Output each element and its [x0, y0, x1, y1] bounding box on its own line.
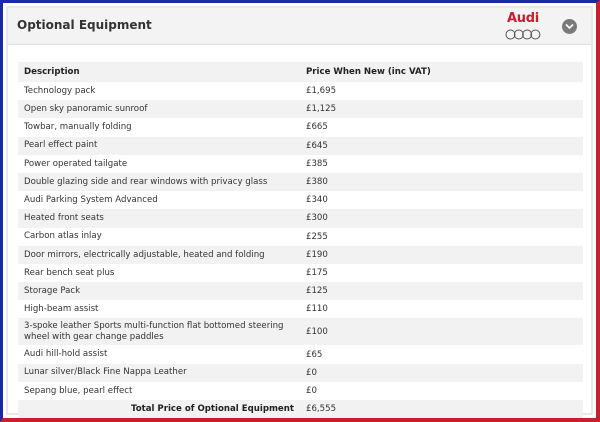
row-description: Audi hill-hold assist	[18, 345, 300, 363]
row-description: Double glazing side and rear windows with privacy glass	[18, 173, 300, 191]
row-description: Power operated tailgate	[18, 155, 300, 173]
table-row	[18, 173, 583, 191]
row-price: £300	[300, 209, 583, 227]
table-row	[18, 282, 583, 300]
row-description: Rear bench seat plus	[18, 264, 300, 282]
row-price: £65	[300, 345, 583, 363]
table-row	[18, 82, 583, 100]
row-description: Technology pack	[18, 82, 300, 100]
collapse-toggle-button[interactable]	[562, 19, 577, 34]
row-description: Audi Parking System Advanced	[18, 191, 300, 209]
column-header-price: Price When New (inc VAT)	[306, 67, 431, 77]
table-row	[18, 137, 583, 155]
row-description: Sepang blue, pearl effect	[18, 382, 300, 400]
row-price: £175	[300, 264, 583, 282]
table-header-row	[18, 62, 583, 82]
audi-logo	[501, 11, 545, 41]
chevron-down-icon	[565, 23, 574, 30]
row-description: Storage Pack	[18, 282, 300, 300]
row-description: Pearl effect paint	[18, 137, 300, 155]
row-description: Door mirrors, electrically adjustable, heated and folding	[18, 246, 300, 264]
table-row	[18, 209, 583, 227]
table-row	[18, 318, 583, 345]
table-row	[18, 228, 583, 246]
audi-rings-icon	[505, 29, 541, 40]
row-price: £255	[300, 228, 583, 246]
row-description: High-beam assist	[18, 300, 300, 318]
row-price: £1,695	[300, 82, 583, 100]
row-description: Carbon atlas inlay	[18, 228, 300, 246]
table-row	[18, 191, 583, 209]
row-price: £190	[300, 246, 583, 264]
table-row	[18, 345, 583, 363]
table-row	[18, 364, 583, 382]
table-row	[18, 155, 583, 173]
table-row	[18, 264, 583, 282]
row-price: £340	[300, 191, 583, 209]
row-description: 3-spoke leather Sports multi-function flat bottomed steering wheel with gear change paddles	[18, 318, 300, 345]
table-row	[18, 300, 583, 318]
total-row	[18, 400, 583, 418]
row-price: £125	[300, 282, 583, 300]
row-price: £1,125	[300, 100, 583, 118]
row-price: £110	[300, 300, 583, 318]
total-value: £6,555	[300, 400, 583, 418]
row-description: Open sky panoramic sunroof	[18, 100, 300, 118]
row-description: Lunar silver/Black Fine Nappa Leather	[18, 364, 300, 382]
table-row	[18, 382, 583, 400]
row-price: £0	[300, 364, 583, 382]
row-description: Heated front seats	[18, 209, 300, 227]
total-label: Total Price of Optional Equipment	[18, 400, 300, 418]
row-description: Towbar, manually folding	[18, 118, 300, 136]
row-price: £380	[300, 173, 583, 191]
optional-equipment-table	[18, 62, 583, 418]
panel-title: Optional Equipment	[17, 18, 152, 32]
table-row	[18, 246, 583, 264]
brand-name: Audi	[507, 11, 539, 26]
panel-header[interactable]	[8, 8, 591, 45]
optional-equipment-panel	[6, 6, 593, 415]
table-row	[18, 100, 583, 118]
row-price: £645	[300, 137, 583, 155]
row-price: £665	[300, 118, 583, 136]
row-price: £385	[300, 155, 583, 173]
table-row	[18, 118, 583, 136]
row-price: £0	[300, 382, 583, 400]
row-price: £100	[300, 318, 583, 345]
column-header-description: Description	[24, 67, 80, 77]
